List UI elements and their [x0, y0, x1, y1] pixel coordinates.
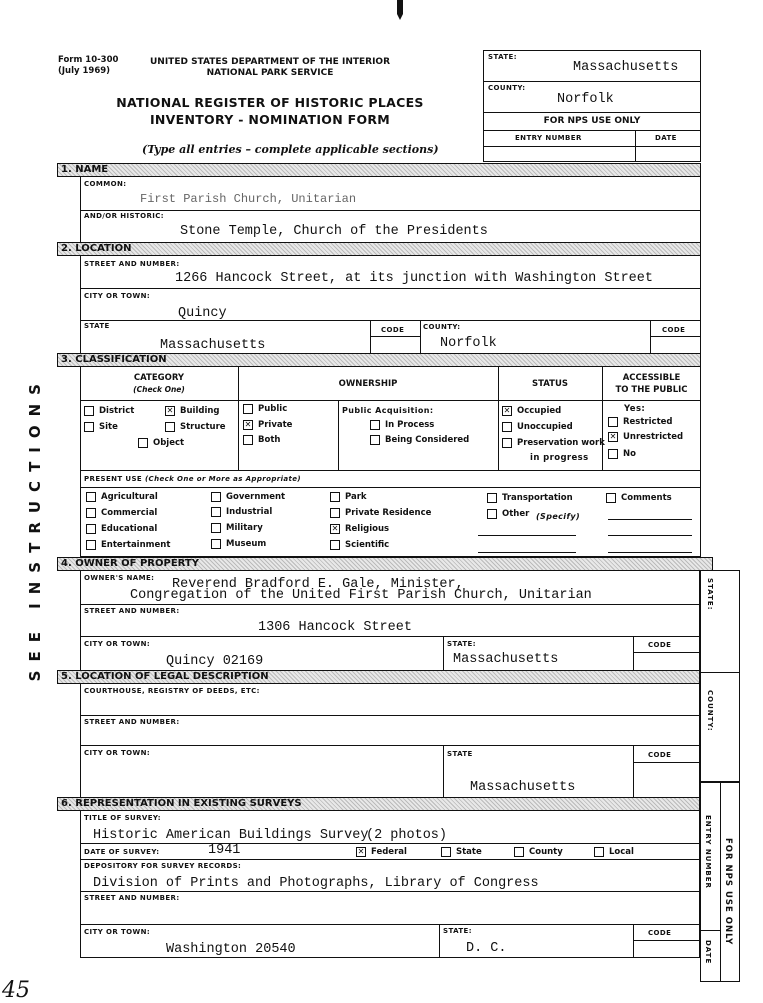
checkbox-icon[interactable] — [441, 847, 451, 857]
checkbox-icon[interactable] — [370, 420, 380, 430]
divider — [720, 782, 721, 982]
checkbox-no[interactable] — [608, 449, 636, 459]
accessible-title-2: TO THE PUBLIC — [615, 385, 688, 395]
service: NATIONAL PARK SERVICE — [206, 68, 334, 78]
side-nps-use-only: FOR NPS USE ONLY — [723, 838, 733, 946]
checkbox-label: Private Residence — [345, 508, 432, 518]
checkbox-local[interactable] — [594, 847, 634, 857]
checkbox-label: Agricultural — [101, 492, 158, 502]
divider — [80, 891, 700, 892]
divider — [80, 210, 701, 211]
checkbox-scientific[interactable] — [330, 540, 389, 550]
code-label: CODE — [381, 326, 405, 334]
checkbox-icon[interactable] — [608, 417, 618, 427]
city-label: CITY OR TOWN: — [84, 292, 151, 300]
accessible-header — [602, 372, 701, 396]
checkbox-military[interactable] — [211, 523, 263, 533]
county-label: COUNTY: — [423, 323, 461, 331]
checkbox-label: Transportation — [502, 493, 573, 503]
public-acquisition-label: Public Acquisition: — [342, 406, 434, 415]
checkbox-public[interactable] — [243, 404, 287, 414]
comments-line[interactable] — [608, 552, 692, 553]
present-use-label — [84, 475, 301, 483]
side-entry-number: ENTRY NUMBER — [704, 815, 712, 889]
common-value[interactable]: First Parish Church, Unitarian — [140, 192, 357, 206]
legal-street-label: STREET AND NUMBER: — [84, 718, 180, 726]
divider — [80, 745, 700, 746]
agency — [130, 57, 410, 79]
owner-code-label: CODE — [648, 641, 672, 649]
other-line[interactable] — [478, 552, 576, 553]
checkbox-icon[interactable] — [330, 508, 340, 518]
checkbox-icon[interactable] — [86, 508, 96, 518]
checkbox-label: State — [456, 847, 482, 857]
form-title-2: INVENTORY - NOMINATION FORM — [149, 112, 391, 127]
side-county-label: COUNTY: — [706, 690, 714, 732]
checkbox-label: Structure — [180, 422, 226, 432]
divider — [439, 924, 440, 958]
checkbox-label: Unoccupied — [517, 422, 573, 432]
page-mark: 45 — [2, 978, 30, 1003]
survey-state-label: STATE: — [443, 927, 472, 935]
checkbox-label: Preservation work — [517, 438, 605, 448]
other-line[interactable] — [478, 535, 576, 536]
side-date: DATE — [704, 940, 712, 965]
divider — [633, 940, 700, 941]
survey-date-value[interactable]: 1941 — [208, 843, 241, 858]
divider — [420, 320, 421, 355]
code-label-2: CODE — [662, 326, 686, 334]
checkbox-label: Unrestricted — [623, 432, 684, 442]
entry-number-label: ENTRY NUMBER — [515, 134, 582, 142]
nps-county-label: COUNTY: — [488, 84, 526, 92]
divider — [635, 130, 636, 162]
yes-label: Yes: — [624, 404, 646, 414]
survey-photos[interactable]: (2 photos) — [366, 828, 448, 843]
divider — [80, 288, 701, 289]
nps-county-value[interactable]: Norfolk — [557, 92, 614, 107]
checkbox-icon[interactable] — [370, 435, 380, 445]
ownership-header: OWNERSHIP — [338, 379, 398, 389]
survey-code-label: CODE — [648, 929, 672, 937]
checkbox-icon[interactable] — [330, 540, 340, 550]
checkbox-label: Site — [99, 422, 118, 432]
instructions: (Type all entries – complete applicable sections) — [142, 143, 439, 156]
checkbox-label: Government — [226, 492, 286, 502]
checkbox-site[interactable] — [84, 422, 118, 432]
checkbox-icon[interactable] — [138, 438, 148, 448]
checkbox-label: Educational — [101, 524, 158, 534]
checkbox-government[interactable] — [211, 492, 285, 502]
owner-name-line-2[interactable]: Congregation of the United First Parish Church, Unitarian — [130, 588, 592, 603]
checkbox-agricultural[interactable] — [86, 492, 158, 502]
checkbox-label: Restricted — [623, 417, 673, 427]
checkbox-label: Federal — [371, 847, 407, 857]
checkbox-label: County — [529, 847, 563, 857]
divider — [483, 112, 701, 113]
section-legal-description-header: 5. LOCATION OF LEGAL DESCRIPTION — [57, 670, 700, 684]
checked-box-icon[interactable]: ✕ — [357, 847, 365, 856]
owner-street-label: STREET AND NUMBER: — [84, 607, 180, 615]
checkbox-label: Object — [153, 438, 185, 448]
checkbox-label: Comments — [621, 493, 672, 503]
checkbox-icon[interactable] — [514, 847, 524, 857]
checkbox-educational[interactable] — [86, 524, 157, 534]
form-title-1: NATIONAL REGISTER OF HISTORIC PLACES — [116, 95, 424, 110]
checkbox-entertainment[interactable] — [86, 540, 170, 550]
divider — [80, 320, 701, 321]
checkbox-icon[interactable] — [211, 539, 221, 549]
owner-street-value[interactable]: 1306 Hancock Street — [258, 620, 412, 635]
checkbox-private[interactable] — [243, 420, 292, 430]
checkbox-transportation[interactable] — [487, 493, 573, 503]
checked-box-icon[interactable]: ✕ — [244, 420, 252, 429]
owner-city-label: CITY OR TOWN: — [84, 640, 151, 648]
checkbox-restricted[interactable] — [608, 417, 673, 427]
depository-value[interactable]: Division of Prints and Photographs, Library of Congress — [93, 876, 539, 891]
section-owner-header: 4. OWNER OF PROPERTY — [57, 557, 713, 571]
date-label: DATE — [655, 134, 677, 142]
legal-code-label: CODE — [648, 751, 672, 759]
divider — [650, 336, 701, 337]
checkbox-label: Local — [609, 847, 634, 857]
divider — [700, 930, 720, 931]
divider — [80, 636, 700, 637]
survey-date-label: DATE OF SURVEY: — [84, 848, 160, 856]
checkbox-icon[interactable] — [608, 449, 618, 459]
survey-city-value[interactable]: Washington 20540 — [166, 942, 296, 957]
nps-state-value[interactable]: Massachusetts — [573, 60, 679, 75]
checkbox-label: Scientific — [345, 540, 390, 550]
owner-state-value[interactable]: Massachusetts — [453, 652, 559, 667]
checkbox-preservation-work[interactable] — [502, 438, 605, 448]
historic-value[interactable]: Stone Temple, Church of the Presidents — [180, 224, 488, 239]
checkbox-label: Being Considered — [385, 435, 470, 445]
checkbox-icon[interactable] — [502, 438, 512, 448]
checkbox-icon[interactable] — [84, 422, 94, 432]
checkbox-unoccupied[interactable] — [502, 422, 573, 432]
form-number — [58, 55, 118, 77]
checkbox-icon[interactable] — [243, 435, 253, 445]
checked-box-icon[interactable]: ✕ — [166, 406, 174, 415]
form-title — [110, 94, 430, 128]
checkbox-label: In Process — [385, 420, 435, 430]
checked-box-icon[interactable]: ✕ — [331, 524, 339, 533]
divider — [338, 400, 339, 470]
checkbox-label: Entertainment — [101, 540, 171, 550]
department: UNITED STATES DEPARTMENT OF THE INTERIOR — [149, 57, 390, 67]
checkbox-icon[interactable] — [606, 493, 616, 503]
owner-name-line-1[interactable]: Reverend Bradford E. Gale, Minister, — [172, 577, 464, 592]
checkbox-in-process[interactable] — [370, 420, 434, 430]
depository-label: DEPOSITORY FOR SURVEY RECORDS: — [84, 862, 242, 870]
checked-box-icon[interactable]: ✕ — [609, 432, 617, 441]
status-header: STATUS — [531, 379, 568, 389]
divider — [633, 745, 634, 799]
checkbox-icon[interactable] — [211, 507, 221, 517]
form-number-text: Form 10-300 — [58, 55, 119, 65]
checkbox-label: Religious — [345, 524, 390, 534]
checkbox-label: Industrial — [226, 507, 273, 517]
divider — [633, 762, 700, 763]
checkbox-museum[interactable] — [211, 539, 266, 549]
divider — [80, 470, 701, 471]
divider — [80, 843, 700, 844]
checkbox-icon[interactable] — [86, 524, 96, 534]
owner-name-label: OWNER'S NAME: — [84, 574, 155, 582]
divider — [633, 652, 700, 653]
survey-title-value[interactable]: Historic American Buildings Survey — [93, 828, 369, 843]
section-name-header: 1. NAME — [57, 163, 701, 177]
county-value[interactable]: Norfolk — [440, 336, 497, 351]
checkbox-county[interactable] — [514, 847, 563, 857]
checkbox-icon[interactable] — [86, 492, 96, 502]
checkbox-label: Military — [226, 523, 263, 533]
checkbox-label: Occupied — [517, 406, 562, 416]
divider — [443, 636, 444, 672]
legal-description-fields — [80, 683, 700, 799]
divider — [80, 924, 700, 925]
survey-title-label: TITLE OF SURVEY: — [84, 814, 161, 822]
checkbox-label: Building — [180, 406, 220, 416]
checkbox-private-residence[interactable] — [330, 508, 431, 518]
checkbox-state[interactable] — [441, 847, 482, 857]
divider — [80, 715, 700, 716]
street-value[interactable]: 1266 Hancock Street, at its junction with Washington Street — [175, 271, 653, 286]
checkbox-icon[interactable] — [487, 493, 497, 503]
checkbox-label: Private — [258, 420, 293, 430]
legal-city-label: CITY OR TOWN: — [84, 749, 151, 757]
checkbox-label: Commercial — [101, 508, 158, 518]
form-date: (July 1969) — [58, 66, 111, 76]
street-label: STREET AND NUMBER: — [84, 260, 180, 268]
specify-hint: (Specify) — [536, 512, 581, 521]
checkbox-icon[interactable] — [211, 492, 221, 502]
checked-box-icon[interactable]: ✕ — [503, 406, 511, 415]
checkbox-icon[interactable] — [594, 847, 604, 857]
section-surveys-header: 6. REPRESENTATION IN EXISTING SURVEYS — [57, 797, 700, 811]
present-use-hint: (Check One or More as Appropriate) — [144, 475, 301, 483]
legal-state-value[interactable]: Massachusetts — [470, 780, 576, 795]
checkbox-unrestricted[interactable] — [608, 432, 683, 442]
state-label: STATE — [84, 322, 110, 330]
survey-city-label: CITY OR TOWN: — [84, 928, 151, 936]
divider — [370, 320, 371, 355]
divider — [370, 336, 420, 337]
divider — [443, 745, 444, 799]
city-value[interactable]: Quincy — [178, 306, 227, 321]
nps-state-label: STATE: — [488, 53, 517, 61]
see-instructions: SEE INSTRUCTIONS — [26, 375, 44, 682]
checkbox-industrial[interactable] — [211, 507, 272, 517]
checkbox-other[interactable] — [487, 509, 529, 519]
section-classification-header: 3. CLASSIFICATION — [57, 353, 701, 367]
checkbox-icon[interactable] — [86, 540, 96, 550]
divider — [633, 636, 634, 672]
checkbox-icon[interactable] — [165, 422, 175, 432]
checkbox-label: Other — [502, 509, 530, 519]
legal-state-label: STATE — [447, 750, 473, 758]
checkbox-object[interactable] — [138, 438, 184, 448]
common-label: COMMON: — [84, 180, 127, 188]
checkbox-occupied[interactable] — [502, 406, 561, 416]
checkbox-label: Public — [258, 404, 288, 414]
checkbox-label: Both — [258, 435, 281, 445]
checkbox-icon[interactable] — [84, 406, 94, 416]
divider — [80, 859, 700, 860]
comments-line[interactable] — [608, 535, 692, 536]
checkbox-comments[interactable] — [606, 493, 672, 503]
checkbox-icon[interactable] — [487, 509, 497, 519]
present-use-title: PRESENT USE — [84, 475, 143, 483]
courthouse-label: COURTHOUSE, REGISTRY OF DEEDS, ETC: — [84, 687, 260, 695]
nps-use-only: FOR NPS USE ONLY — [543, 116, 641, 126]
scan-mark — [397, 0, 403, 20]
checkbox-label: Park — [345, 492, 367, 502]
checkbox-icon[interactable] — [211, 523, 221, 533]
checkbox-district[interactable] — [84, 406, 134, 416]
survey-state-value[interactable]: D. C. — [466, 941, 507, 956]
checkbox-label: Museum — [226, 539, 267, 549]
checkbox-label: District — [99, 406, 135, 416]
owner-city-value[interactable]: Quincy 02169 — [166, 654, 264, 669]
divider — [483, 130, 701, 131]
checkbox-building[interactable] — [165, 406, 220, 416]
check-one-hint: (Check One) — [133, 385, 185, 394]
side-state-label: STATE: — [706, 578, 714, 611]
divider — [700, 672, 740, 673]
accessible-title-1: ACCESSIBLE — [622, 373, 681, 383]
checkbox-commercial[interactable] — [86, 508, 157, 518]
divider — [633, 924, 634, 958]
checkbox-park[interactable] — [330, 492, 367, 502]
survey-street-label: STREET AND NUMBER: — [84, 894, 180, 902]
checkbox-religious[interactable] — [330, 524, 389, 534]
category-title: CATEGORY — [133, 373, 185, 383]
state-value[interactable]: Massachusetts — [160, 338, 266, 353]
checkbox-being-considered[interactable] — [370, 435, 469, 445]
checkbox-both[interactable] — [243, 435, 280, 445]
divider — [483, 81, 701, 82]
divider — [80, 400, 701, 401]
comments-line[interactable] — [608, 519, 692, 520]
owner-state-label: STATE: — [447, 640, 476, 648]
checkbox-icon[interactable] — [243, 404, 253, 414]
divider — [483, 146, 701, 147]
divider — [80, 604, 700, 605]
divider — [80, 487, 701, 488]
checkbox-icon[interactable] — [330, 492, 340, 502]
checkbox-federal[interactable] — [356, 847, 407, 857]
checkbox-icon[interactable] — [502, 422, 512, 432]
section-location-header: 2. LOCATION — [57, 242, 701, 256]
status-in-progress: in progress — [530, 453, 589, 463]
divider — [650, 320, 651, 355]
checkbox-structure[interactable] — [165, 422, 226, 432]
historic-label: AND/OR HISTORIC: — [84, 212, 164, 220]
category-header — [80, 372, 238, 396]
checkbox-label: No — [623, 449, 636, 459]
